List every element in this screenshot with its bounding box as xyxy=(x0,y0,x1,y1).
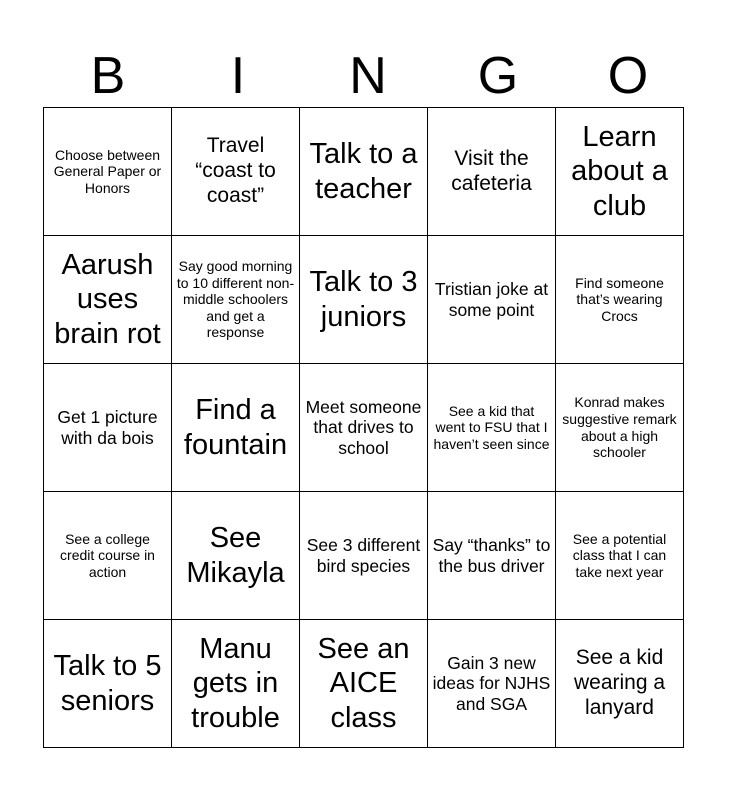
board-row xyxy=(44,364,684,492)
bingo-cell: Visit the cafeteria xyxy=(428,108,556,236)
bingo-board xyxy=(43,107,684,748)
bingo-cell: See a college credit course in action xyxy=(44,492,172,620)
bingo-cell: Find someone that’s wearing Crocs xyxy=(556,236,684,364)
bingo-cell: Konrad makes suggestive remark about a high schooler xyxy=(556,364,684,492)
board-row xyxy=(44,108,684,236)
bingo-cell: Talk to 3 juniors xyxy=(300,236,428,364)
header-letter-n: N xyxy=(349,47,387,105)
bingo-cell: Learn about a club xyxy=(556,108,684,236)
bingo-cell: Meet someone that drives to school xyxy=(300,364,428,492)
bingo-cell: Get 1 picture with da bois xyxy=(44,364,172,492)
bingo-cell: Talk to a teacher xyxy=(300,108,428,236)
board-row xyxy=(44,236,684,364)
bingo-header xyxy=(43,44,693,108)
board-row xyxy=(44,620,684,748)
bingo-cell: See 3 different bird species xyxy=(300,492,428,620)
header-letter-g: G xyxy=(477,47,519,105)
bingo-cell: Aarush uses brain rot xyxy=(44,236,172,364)
bingo-cell: Travel “coast to coast” xyxy=(172,108,300,236)
bingo-cell: Manu gets in trouble xyxy=(172,620,300,748)
bingo-cell: See an AICE class xyxy=(300,620,428,748)
bingo-cell: Tristian joke at some point xyxy=(428,236,556,364)
bingo-cell: See Mikayla xyxy=(172,492,300,620)
header-letter-i: I xyxy=(230,47,246,105)
header-letter-o: O xyxy=(607,47,649,105)
bingo-cell: See a potential class that I can take next year xyxy=(556,492,684,620)
board-row xyxy=(44,492,684,620)
bingo-cell: Choose between General Paper or Honors xyxy=(44,108,172,236)
bingo-cell: See a kid wearing a lanyard xyxy=(556,620,684,748)
bingo-cell: Talk to 5 seniors xyxy=(44,620,172,748)
bingo-cell: Say “thanks” to the bus driver xyxy=(428,492,556,620)
bingo-cell: Find a fountain xyxy=(172,364,300,492)
bingo-cell: See a kid that went to FSU that I haven’t seen since xyxy=(428,364,556,492)
bingo-cell: Gain 3 new ideas for NJHS and SGA xyxy=(428,620,556,748)
bingo-cell: Say good morning to 10 different non-middle schoolers and get a response xyxy=(172,236,300,364)
header-letter-b: B xyxy=(90,47,126,105)
